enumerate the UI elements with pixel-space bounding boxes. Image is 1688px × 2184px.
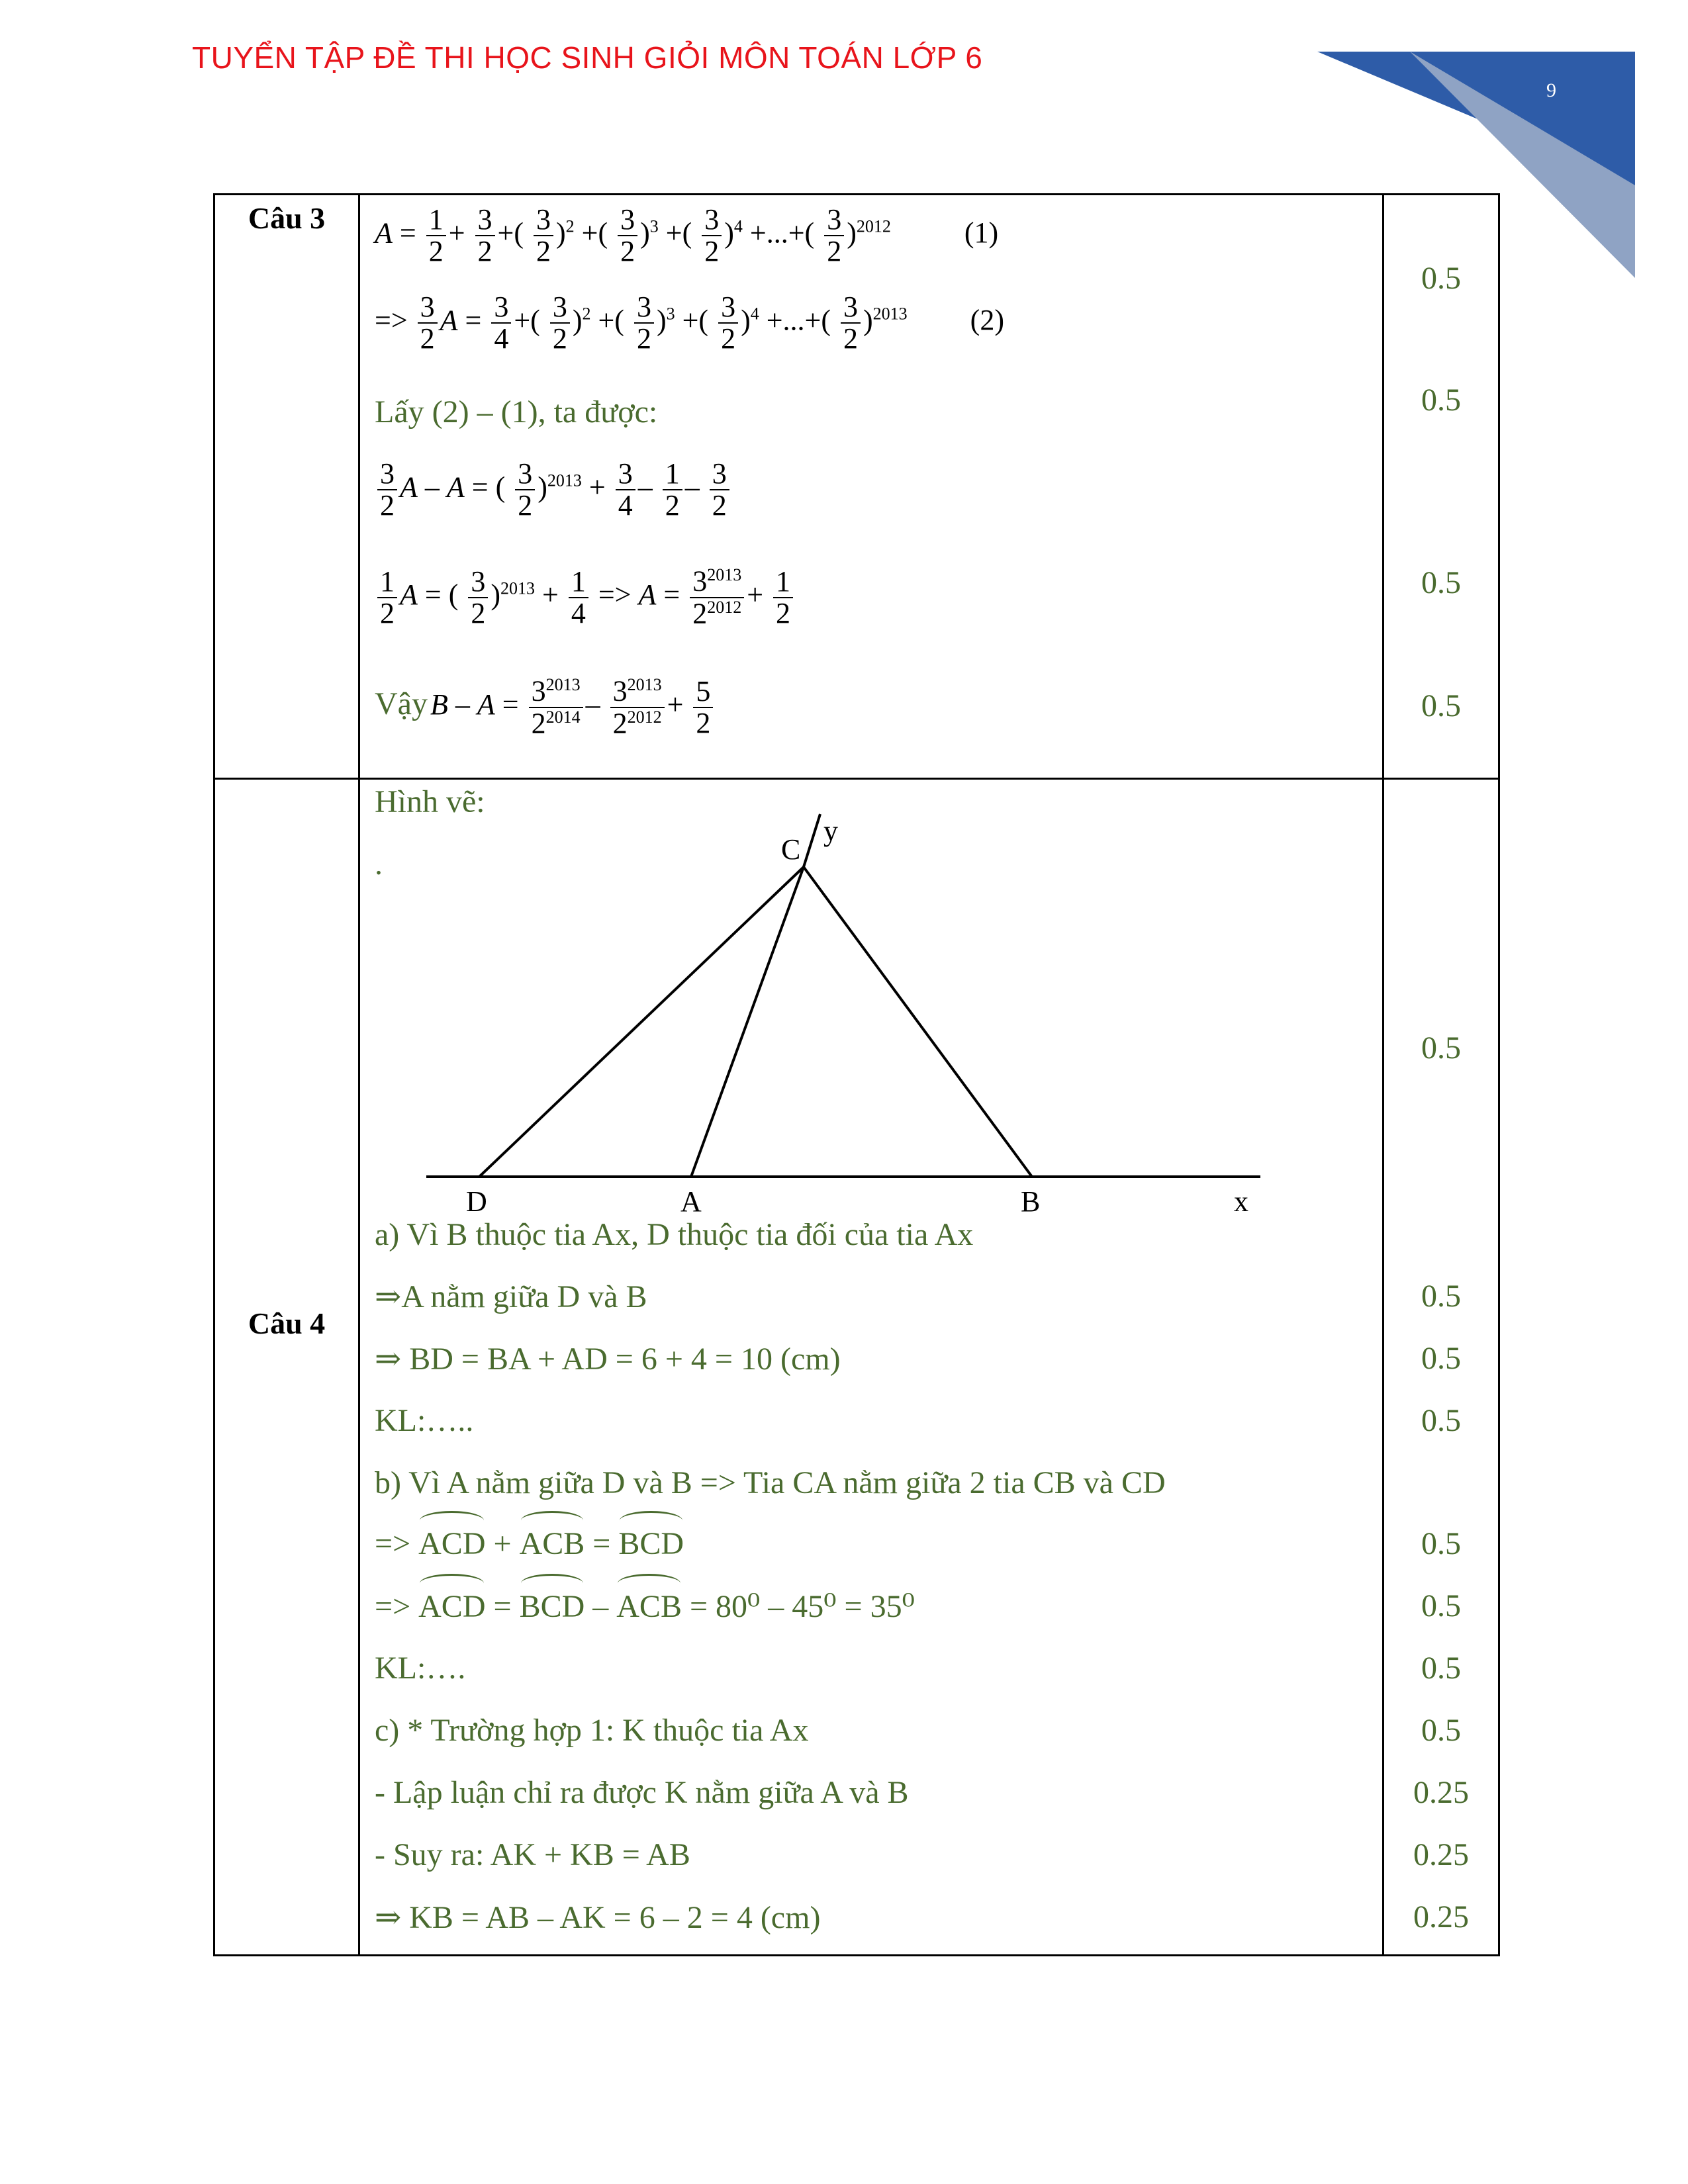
point-label-b: B — [1021, 1185, 1041, 1218]
angle-op: + — [493, 1526, 512, 1561]
cau3-eq1-tag: (1) — [964, 216, 999, 250]
angle-op: – — [592, 1589, 609, 1624]
score: 0.5 — [1421, 1651, 1461, 1686]
score: 0.25 — [1413, 1837, 1469, 1872]
cau3-eq2-tag: (2) — [970, 304, 1004, 337]
geometry-figure — [360, 780, 1386, 1243]
table-row-cau4 — [214, 779, 1499, 1956]
segment-ca — [691, 867, 804, 1177]
cau3-equation-4: $\frac{1}{2}$ A = ( $\frac{3}{2}$ )$^{2013}$ + $\frac{1}{4}$ => A = $\frac{3^{2013}}{2^{2012}}$ + $\frac{1}{2}$ — [375, 566, 796, 629]
cau4-line-a-step2: ⇒ BD = BA + AD = 6 + 4 = 10 (cm) — [375, 1342, 841, 1377]
cau4-label: Câu 4 — [248, 1306, 326, 1340]
angle-op: = — [493, 1589, 512, 1624]
angle-prefix: => — [375, 1589, 411, 1624]
cau4-line-b: b) Vì A nằm giữa D và B => Tia CA nằm giữa 2 tia CB và CD — [375, 1465, 1166, 1500]
score: 0.5 — [1421, 261, 1461, 296]
cau3-solution — [360, 195, 1382, 778]
cau4-line-c: c) * Trường hợp 1: K thuộc tia Ax — [375, 1713, 809, 1748]
cau4-line-b-angle1 — [375, 1525, 684, 1562]
score: 0.5 — [1421, 565, 1461, 600]
cau4-solution — [360, 780, 1382, 1954]
cau3-equation-2: => $\frac{3}{2}$ A = $\frac{3}{4}$ +( $\frac{3}{2}$ )$^2$ +( $\frac{3}{2}$ )$^3$ +( $\frac{3}{2}$ )$^4$ +...+( $\frac{3}{2}$ )$^{2013}$ (2) — [375, 291, 1004, 355]
segment-cd — [479, 867, 804, 1177]
score: 0.5 — [1421, 383, 1461, 418]
point-label-d: D — [466, 1185, 487, 1218]
point-label-x: x — [1234, 1185, 1248, 1218]
cau4-line-b-angle2 — [375, 1588, 915, 1625]
page-header-title: TUYỂN TẬP ĐỀ THI HỌC SINH GIỎI MÔN TOÁN LỚP 6 — [192, 40, 983, 75]
angle-acd: ACD — [418, 1589, 486, 1624]
score: 0.25 — [1413, 1899, 1469, 1934]
point-label-y: y — [823, 815, 838, 847]
cau3-conclusion-prefix: Vậy — [375, 686, 428, 721]
cau4-line-a: a) Vì B thuộc tia Ax, D thuộc tia đối của tia Ax — [375, 1217, 974, 1252]
point-label-c: C — [781, 833, 801, 866]
score: 0.5 — [1421, 1030, 1461, 1066]
cau3-conclusion: Vậy B – A = $\frac{3^{2013}}{2^{2014}}$ – $\frac{3^{2013}}{2^{2012}}$ + $\frac{5}{2}$ — [375, 676, 716, 739]
angle-acd: ACD — [418, 1526, 486, 1561]
angle-op: = — [592, 1526, 611, 1561]
angle-result: = 80⁰ – 45⁰ = 35⁰ — [689, 1589, 915, 1624]
answer-table — [213, 193, 1500, 1956]
cau3-equation-3: $\frac{3}{2}$ A – A = ( $\frac{3}{2}$ )$^{2013}$ + $\frac{3}{4}$ – $\frac{1}{2}$ – $\frac{3}{2}$ — [375, 459, 732, 521]
score: 0.25 — [1413, 1775, 1469, 1810]
page-number: 9 — [1546, 79, 1556, 101]
segment-cb — [804, 867, 1032, 1177]
cau4-figure-caption: Hình vẽ: — [375, 784, 485, 819]
ray-cy — [804, 814, 820, 867]
cau4-line-c-step3: ⇒ KB = AB – AK = 6 – 2 = 4 (cm) — [375, 1900, 821, 1935]
cau4-line-c-step2: - Suy ra: AK + KB = AB — [375, 1837, 690, 1872]
score: 0.5 — [1421, 1279, 1461, 1314]
angle-prefix: => — [375, 1526, 411, 1561]
cau4-line-a-step1: ⇒A nằm giữa D và B — [375, 1279, 647, 1314]
score: 0.5 — [1421, 688, 1461, 723]
score: 0.5 — [1421, 1588, 1461, 1623]
cau3-equation-1: A = $\frac{1}{2}$ + $\frac{3}{2}$ +( $\frac{3}{2}$ )$^2$ +( $\frac{3}{2}$ )$^3$ +( $\frac{3}{2}$ )$^4$ +...+( $\frac{3}{2}$ )$^{2012}$ (1) — [375, 203, 999, 268]
cau3-label: Câu 3 — [248, 201, 326, 235]
angle-bcd: BCD — [618, 1526, 684, 1561]
score: 0.5 — [1421, 1341, 1461, 1376]
score: 0.5 — [1421, 1403, 1461, 1438]
point-label-a: A — [680, 1185, 702, 1218]
score: 0.5 — [1421, 1526, 1461, 1561]
angle-bcd: BCD — [519, 1589, 585, 1624]
cau4-line-b-kl: KL:…. — [375, 1651, 466, 1686]
cau4-line-a-kl: KL:….. — [375, 1403, 474, 1438]
angle-acb: ACB — [519, 1526, 585, 1561]
cau4-line-c-step1: - Lập luận chỉ ra được K nằm giữa A và B — [375, 1775, 909, 1810]
angle-acb: ACB — [616, 1589, 682, 1624]
score: 0.5 — [1421, 1713, 1461, 1748]
cau4-figure-dot: . — [375, 846, 383, 882]
table-row-cau3 — [214, 195, 1499, 779]
cau3-step-text: Lấy (2) – (1), ta được: — [375, 394, 658, 430]
